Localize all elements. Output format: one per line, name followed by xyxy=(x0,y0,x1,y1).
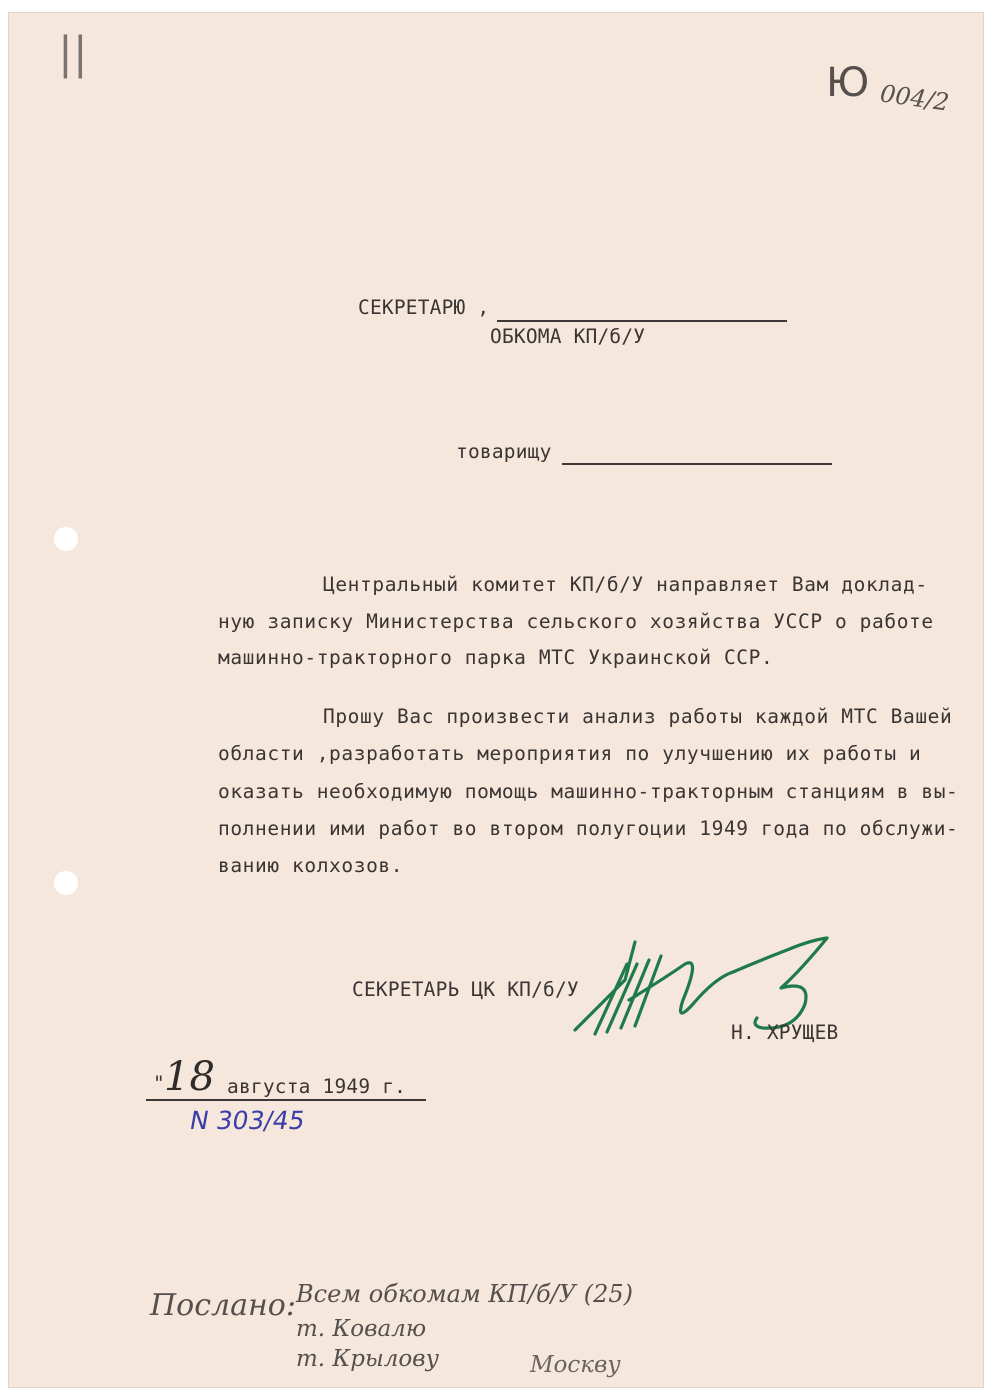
corner-letter-mark: Ю xyxy=(826,60,870,106)
paragraph-2-line-4: полнении ими работ во втором полугоции 1949 года по обслужи- xyxy=(218,817,959,840)
punch-hole-bottom xyxy=(54,871,78,895)
addressee-comrade: товарищу xyxy=(456,440,552,463)
document-page xyxy=(8,12,984,1388)
corner-mark-top-left: || xyxy=(58,28,88,79)
archive-number: 004/2 xyxy=(878,79,951,117)
addressee-line-2: ОБКОМА КП/б/У xyxy=(490,325,646,348)
paragraph-1-line-3: машинно-тракторного парка МТС Украинской ССР. xyxy=(218,646,774,669)
punch-hole-top xyxy=(54,527,78,551)
paragraph-2-line-1: Прошу Вас произвести анализ работы каждой МТС Вашей xyxy=(323,705,953,728)
signatory-name: Н. ХРУЩЕВ xyxy=(731,1021,839,1044)
distribution-line-1: Всем обкомам КП/б/У (25) xyxy=(296,1280,633,1308)
paragraph-2-line-2: области ,разработать мероприятия по улучшению их работы и xyxy=(218,742,922,765)
date-day-handwritten: 18 xyxy=(164,1054,215,1100)
distribution-extra: Москву xyxy=(530,1352,621,1378)
signature-title: СЕКРЕТАРЬ ЦК КП/б/У xyxy=(352,978,579,1001)
paragraph-2-line-3: оказать необходимую помощь машинно-тракторным станциям в вы- xyxy=(218,780,959,803)
distribution-line-3: т. Крылову xyxy=(296,1346,439,1372)
document-number: N 303/45 xyxy=(187,1106,308,1135)
comrade-blank-line xyxy=(562,463,832,465)
distribution-label: Послано: xyxy=(150,1288,296,1323)
addressee-blank-line xyxy=(497,320,787,322)
date-open-quote: " xyxy=(153,1072,165,1095)
paragraph-1-line-1: Центральный комитет КП/б/У направляет Вам доклад- xyxy=(323,573,928,596)
date-month-year: августа 1949 г. xyxy=(227,1075,407,1098)
date-underline xyxy=(146,1099,426,1101)
distribution-line-2: т. Ковалю xyxy=(296,1316,427,1342)
paragraph-1-line-2: ную записку Министерства сельского хозяйства УССР о работе xyxy=(218,610,934,633)
paragraph-2-line-5: ванию колхозов. xyxy=(218,854,404,877)
addressee-line-1: СЕКРЕТАРЮ , xyxy=(358,296,490,319)
